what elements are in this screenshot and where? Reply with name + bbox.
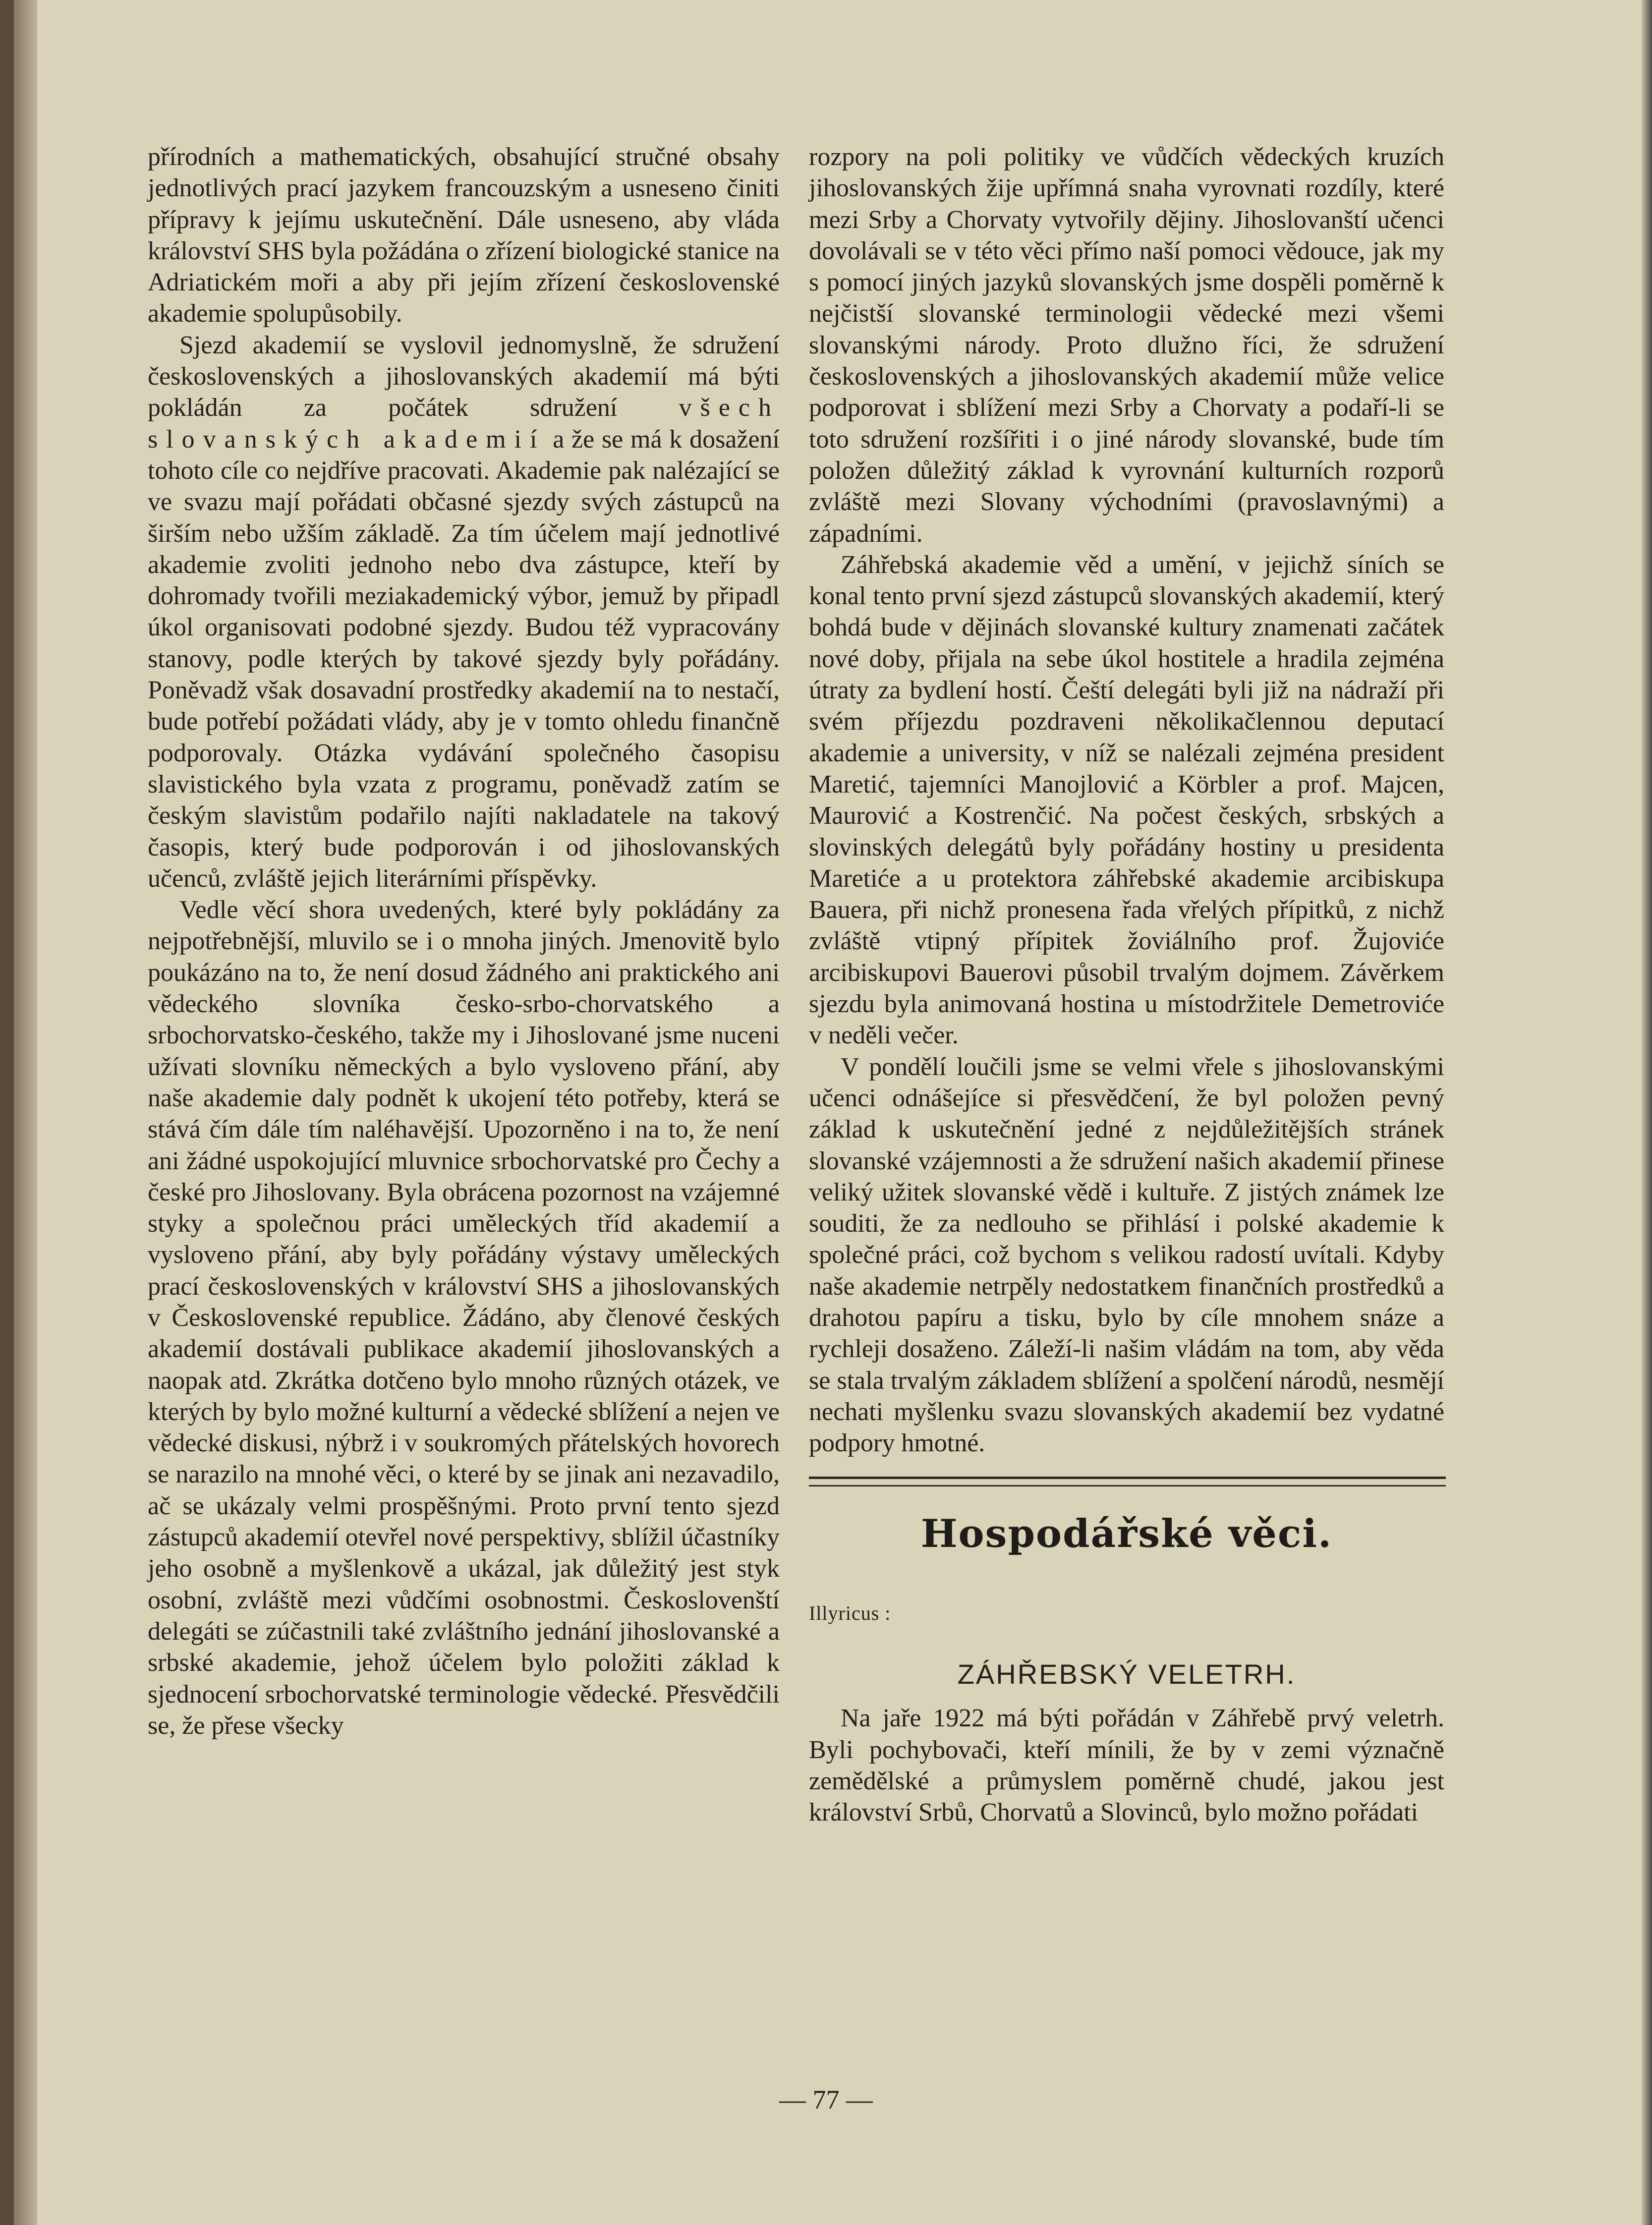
left-paragraph-1: přírodních a mathematických, obsahující stručné obsahy jednotlivých prací jazykem francouzským a usneseno činiti přípravy k jejímu uskutečnění. Dále usneseno, aby vláda království SHS byla požádána o zřízení biologické stanice na Adriatickém moři a aby při jejím zřízení československé akademie spolupůsobily. <box>148 143 780 328</box>
right-paragraph-3: V pondělí loučili jsme se velmi vřele s jihoslovanskými učenci odnášejíce si přesvědčení, že byl položen pevný základ k uskutečnění jedné z nejdůležitějších stránek slovanské vzájemnosti a že sdružení našich akademií přinese veliký užitek slovanské vědě i kultuře. Z jistých známek lze souditi, že za nedlouho se přihlásí i polské akademie k společné práci, což bychom s velikou radostí uvítali. Kdyby naše akademie netrpěly nedostatkem finančních prostředků a drahotou papíru a tisku, bylo by cíle mnohem snáze a rychleji dosaženo. Záleží-li našim vládám na tom, aby věda se stala trvalým základem sblížení a spolčení národů, nesmějí nechati myšlenku svazu slovanských akademií bez vydatné podpory hmotné. <box>809 1052 1444 1458</box>
right-column <box>809 141 1444 1828</box>
section-heading: Hospodářské věci. <box>920 1511 1333 1557</box>
page-edge <box>1641 0 1652 2225</box>
article-paragraph-1: Na jaře 1922 má býti pořádán v Záhřebě prvý veletrh. Byli pochybovači, kteří mínili, že by v zemi význačně zemědělské a průmyslem poměrně chudé, jakou jest království Srbů, Chorvatů a Slovinců, bylo možno pořádati <box>809 1704 1444 1827</box>
article-author: Illyricus : <box>809 1601 891 1624</box>
right-paragraph-2: Záhřebská akademie věd a umění, v jejichž síních se konal tento první sjezd zástupců slovanských akademií, který bohdá bude v dějinách slovanské kultury znamenati začátek nové doby, přijala na sebe úkol hostitele a hradila zejména útraty za bydlení hostí. Čeští delegáti byli již na nádraží při svém příjezdu pozdraveni několikačlennou deputací akademie a university, v níž se nalézali zejména president Maretić, tajemníci Manojlović a Körbler a prof. Majcen, Maurović a Kostrenčić. Na počest českých, srbských a slovinských delegátů byly pořádány hostiny u presidenta Maretiće a u protektora záhřebské akademie arcibiskupa Bauera, při nichž pronesena řada vřelých přípitků, z nichž zvláště vtipný přípitek žoviálního prof. Žujoviće arcibiskupovi Bauerovi působil trvalým dojmem. Závěrkem sjezdu byla animovaná hostina u místodržitele Demetroviće v neděli večer. <box>809 550 1444 1050</box>
binding-strip <box>0 0 14 2225</box>
left-paragraph-2 <box>148 330 780 894</box>
right-paragraph-1: rozpory na poli politiky ve vůdčích vědeckých kruzích jihoslovanských žije upřímná snaha vyrovnati rozdíly, které mezi Srby a Chorvaty vytvořily dějiny. Jihoslovanští učenci dovolávali se v této věci přímo naší pomoci vědouce, jak my s pomocí jiných jazyků slovanských jsme dospěli poměrně k nejčistší slovanské terminologii vědecké mezi všemi slovanskými národy. Proto dlužno říci, že sdružení československých a jihoslovanských akademií může velice podporovat i sblížení mezi Srby a Chorvaty a podaří-li se toto sdružení rozšířiti i o jiné národy slovanské, bude tím položen důležitý základ k vyrovnání kulturních rozporů zvláště mezi Slovany východními (pravoslavnými) a západními. <box>809 143 1444 548</box>
spaced-emphasis: všech slovanských akademií <box>148 394 780 454</box>
left-paragraph-3: Vedle věcí shora uvedených, které byly pokládány za nejpotřebnější, mluvilo se i o mnoha jiných. Jmenovitě bylo poukázáno na to, že není dosud žádného ani praktického ani vědeckého slovníka česko-srbo-chorvatského a srbochorvatsko-českého, takže my i Jihoslované jsme nuceni užívati slovníku německých a bylo vysloveno přání, aby naše akademie daly podnět k ukojení této potřeby, která se stává čím dále tím naléhavější. Upozorněno i na to, že není ani žádné uspokojující mluvnice srbochorvatské pro Čechy a české pro Jihoslovany. Byla obrácena pozornost na vzájemné styky a společnou práci uměleckých tříd akademií a vysloveno přání, aby byly pořádány výstavy uměleckých prací československých v království SHS a jihoslovanských v Československé republice. Žádáno, aby členové českých akademií dostávali publikace akademií jihoslovanských a naopak atd. Zkrátka dotčeno bylo mnoho různých otázek, ve kterých by bylo možné kulturní a vědecké sblížení a nejen ve vědecké diskusi, nýbrž i v soukromých přátelských hovorech se narazilo na mnohé věci, o které by se jinak ani nezavadilo, ač se ukázaly velmi prospěšnými. Proto první tento sjezd zástupců akademií otevřel nové perspektivy, sblížil účastníky jeho osobně a myšlenkově a ukázal, jak důležitý jest styk osobní, zvláště mezi vůdčími osobnostmi. Českoslovenští delegáti se zúčastnili také zvláštního jednání jihoslovanské a srbské akademie, jehož účelem bylo položiti základ k sjednocení srbochorvatské terminologie vědecké. Přesvědčili se, že přese všecky <box>148 896 780 1740</box>
article-title: ZÁHŘEBSKÝ VELETRH. <box>957 1658 1296 1690</box>
left-paragraph-2-start: Sjezd akademií se vyslovil jednomyslně, že sdružení československých a jihoslovanských akademií má býti pokládán za počátek sdružení <box>148 331 780 422</box>
left-column <box>148 141 780 1741</box>
binding-edge <box>0 0 37 2225</box>
page-number: — 77 — <box>779 2085 873 2114</box>
left-paragraph-2-end: a že se má k dosažení tohoto cíle co nejdříve pracovati. Akademie pak nalézající se ve svazu mají pořádati občasné sjezdy svých zástupců na širším nebo užším základě. Za tím účelem mají jednotlivé akademie zvoliti jednoho nebo dva zástupce, kteří by dohromady tvořili meziakademický výbor, jemuž by připadl úkol organisovati podobné sjezdy. Budou též vypracovány stanovy, podle kterých by takové sjezdy byly pořádány. Poněvadž však dosavadní prostředky akademií na to nestačí, bude potřebí požádati vlády, aby je v tomto ohledu finančně podporovaly. Otázka vydávání společného časopisu slavistického byla vzata z programu, poněvadž zatím se českým slavistům podařilo najíti nakladatele na takový časopis, který bude podporován i od jihoslovanských učenců, zvláště jejich literárními příspěvky. <box>148 425 780 893</box>
section-divider <box>809 1477 1446 1486</box>
